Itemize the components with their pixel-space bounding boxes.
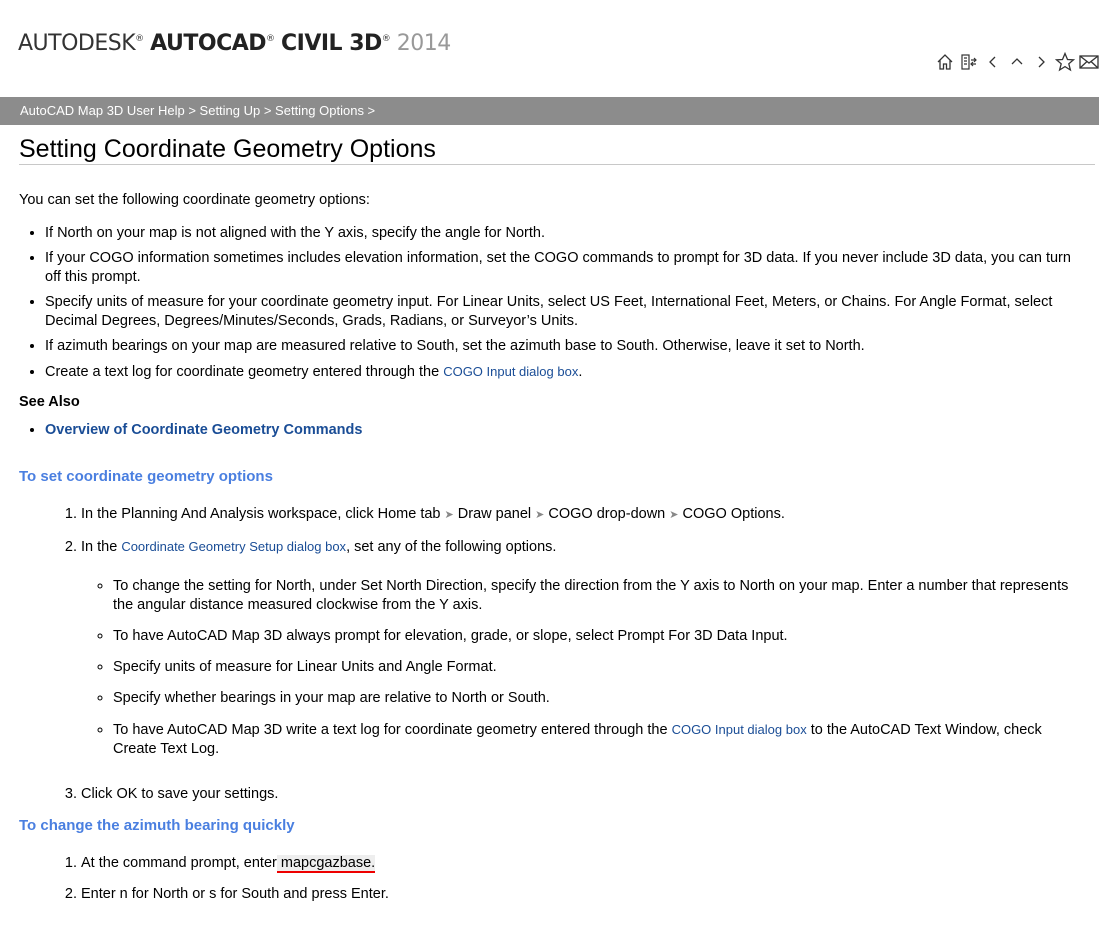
intro-text: You can set the following coordinate geometry options:: [19, 192, 370, 208]
breadcrumb: [0, 97, 1099, 125]
section-heading: To set coordinate geometry options: [19, 468, 273, 485]
arrow-icon: ➤: [444, 509, 454, 521]
steps-list: [19, 854, 1081, 904]
next-icon[interactable]: [1031, 52, 1051, 72]
coordinate-geometry-setup-link[interactable]: Coordinate Geometry Setup dialog box: [121, 539, 347, 554]
product-logo: AUTODESK® AUTOCAD® CIVIL 3D® 2014: [18, 31, 451, 56]
toc-icon[interactable]: [959, 52, 979, 72]
list-item: • If azimuth bearings on your map are measured relative to South, set the azimuth base to South. Otherwise, leave it set to North.: [45, 337, 1081, 356]
sub-options-list: [81, 577, 1081, 759]
breadcrumb-links[interactable]: AutoCAD Map 3D User Help > Setting Up > Setting Options >: [20, 103, 376, 118]
step: 1. In the Planning And Analysis workspace, click Home tab ➤ Draw panel ➤ COGO drop-down ➤ COGO Options.: [81, 505, 1081, 525]
list-item: ◦ To have AutoCAD Map 3D always prompt for elevation, grade, or slope, select Prompt For 3D Data Input.: [113, 627, 1081, 646]
cogo-input-link[interactable]: COGO Input dialog box: [671, 722, 807, 737]
cogo-input-link[interactable]: COGO Input dialog box: [443, 364, 579, 379]
page-title: Setting Coordinate Geometry Options: [19, 134, 1095, 165]
home-icon[interactable]: [935, 52, 955, 72]
arrow-icon: ➤: [535, 509, 545, 521]
section-heading: To change the azimuth bearing quickly: [19, 817, 295, 834]
see-also-heading: See Also: [19, 394, 80, 410]
email-icon[interactable]: [1079, 52, 1099, 72]
options-list: [19, 224, 1081, 382]
article-body: [19, 191, 1081, 916]
arrow-icon: ➤: [669, 509, 679, 521]
list-item: • If North on your map is not aligned with the Y axis, specify the angle for North.: [45, 224, 1081, 243]
up-icon[interactable]: [1007, 52, 1027, 72]
toolbar: [935, 52, 1099, 72]
step: 3. Click OK to save your settings.: [81, 785, 1081, 804]
command-text: mapcgazbase.: [276, 855, 376, 871]
steps-list: [19, 505, 1081, 804]
list-item: ◦ To change the setting for North, under Set North Direction, specify the direction from the Y axis to North on your map. Enter a number that represents the angular distance measured clockwise from the Y axis.: [113, 577, 1081, 615]
list-item: ◦ Specify whether bearings in your map are relative to North or South.: [113, 689, 1081, 708]
previous-icon[interactable]: [983, 52, 1003, 72]
list-item: • Specify units of measure for your coordinate geometry input. For Linear Units, select US Feet, International Feet, Meters, or Chains. For Angle Format, select Decimal Degrees, Degrees/Minutes/Seconds, Grads, Radians, or Surveyor’s Units.: [45, 293, 1081, 331]
step: 2. Enter n for North or s for South and press Enter.: [81, 885, 1081, 904]
overview-link[interactable]: Overview of Coordinate Geometry Commands: [45, 422, 363, 438]
step: 1. At the command prompt, enter mapcgazbase.: [81, 854, 1081, 873]
list-item: ◦ To have AutoCAD Map 3D write a text log for coordinate geometry entered through the COGO Input dialog box to the AutoCAD Text Window, check Create Text Log.: [113, 720, 1081, 759]
see-also-list: [19, 421, 1081, 440]
list-item: • Create a text log for coordinate geometry entered through the COGO Input dialog box.: [45, 362, 1081, 382]
favorite-icon[interactable]: [1055, 52, 1075, 72]
list-item: • If your COGO information sometimes includes elevation information, set the COGO commands to prompt for 3D data. If you never include 3D data, you can turn off this prompt.: [45, 249, 1081, 287]
list-item: ◦ Specify units of measure for Linear Units and Angle Format.: [113, 658, 1081, 677]
list-item: [45, 421, 1081, 440]
step: 2. In the Coordinate Geometry Setup dialog box, set any of the following options. ◦ To change the setting for North, under Set North Direction, specify the direction from the Y axis to North on your map. Enter a number that represents the angular distance measured clockwise from the Y axis. ◦ To have AutoCAD Map 3D always prompt for elevation, grade, or slope, select Prompt For 3D Data Input. ◦ Specify units of measure for Linear Units and Angle Format. ◦ Specify whether bearings in your map are relative to North or South. ◦ To have AutoCAD Map 3D write a text log for coordinate geometry entered through the COGO Input dialog box to the AutoCAD Text Window, check Create Text Log.: [81, 537, 1081, 759]
